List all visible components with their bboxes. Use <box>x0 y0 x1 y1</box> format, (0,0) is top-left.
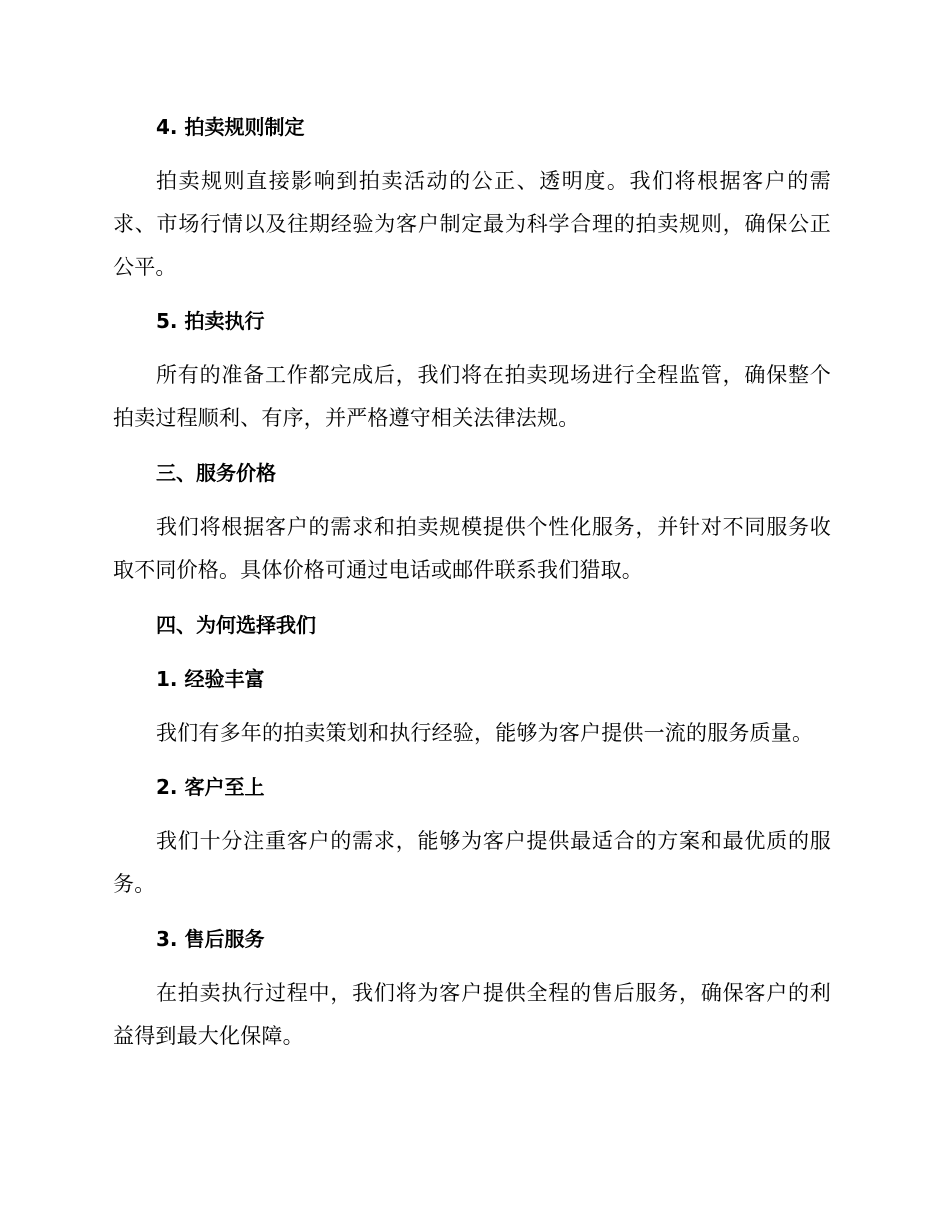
heading-after-sales: 3. 售后服务 <box>156 927 265 951</box>
paragraph-rich-experience: 我们有多年的拍卖策划和执行经验，能够为客户提供一流的服务质量。 <box>156 721 814 745</box>
paragraph-auction-execution: 所有的准备工作都完成后，我们将在拍卖现场进行全程监管，确保整个拍卖过程顺利、有序，并严格遵守相关法律法规。 <box>113 363 831 430</box>
paragraph-auction-rules: 拍卖规则直接影响到拍卖活动的公正、透明度。我们将根据客户的需求、市场行情以及往期经验为客户制定最为科学合理的拍卖规则，确保公正公平。 <box>113 169 831 279</box>
heading-customer-first: 2. 客户至上 <box>156 775 265 799</box>
paragraph-after-sales: 在拍卖执行过程中，我们将为客户提供全程的售后服务，确保客户的利益得到最大化保障。 <box>113 981 831 1048</box>
heading-service-price: 三、服务价格 <box>156 461 276 485</box>
paragraph-customer-first: 我们十分注重客户的需求，能够为客户提供最适合的方案和最优质的服务。 <box>113 829 831 896</box>
heading-auction-execution: 5. 拍卖执行 <box>156 309 265 333</box>
heading-why-choose-us: 四、为何选择我们 <box>156 613 316 637</box>
paragraph-service-price: 我们将根据客户的需求和拍卖规模提供个性化服务，并针对不同服务收取不同价格。具体价格可通过电话或邮件联系我们猎取。 <box>113 515 831 582</box>
heading-auction-rules: 4. 拍卖规则制定 <box>156 115 305 139</box>
heading-rich-experience: 1. 经验丰富 <box>156 667 265 691</box>
